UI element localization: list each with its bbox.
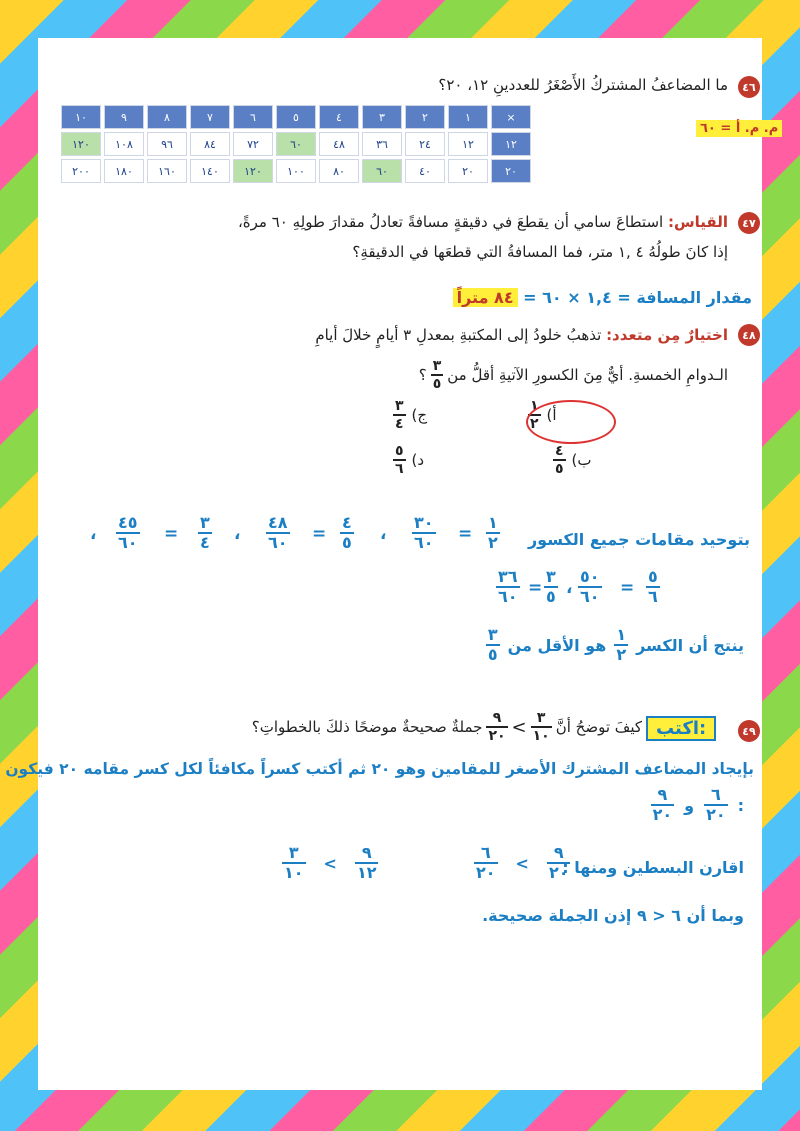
table-cell: ٨٠	[319, 159, 359, 183]
worksheet-page: ٤٦ ما المضاعفُ المشتركُ الأَصْغَرُ للعددينِ ١٢، ٢٠؟ × ١ ٢ ٣ ٤ ٥ ٦ ٧ ٨ ٩ ١٠ ١٢ ١٢ ٢٤ ٣٦ ٤٨ ٦٠ ٧٢ ٨٤ ٩٦ ١٠٨ ١٢٠ ٢٠ ٢٠ ٤٠ ٦٠ ٨٠ ١٠٠ ١٢٠ ١٤٠ ١٦٠ ١٨٠ ٢٠٠ م. م. أ = ٦٠ ٤٧ القياس: استطاعَ سامي أن يقطعَ في دقيقةٍ مسافةً تعادلُ مقدارَ طولِهِ ٦٠ مرةً، إذا كانَ طولُهُ ٤ ,١ متر، فما المسافةُ التي قطعَها في الدقيقةِ؟ مقدار المسافة = ١,٤ × ٦٠ = ٨٤ متراً ٤٨ اختيارٌ مِن متعدد: تذهبُ خلودُ إلى المكتبةِ بمعدلِ ٣ أيامٍ خلالَ أيامِ الـدوامِ الخمسةِ. أيٌّ مِنَ الكسورِ الآتيةِ أقلُّ من $\frac{٣}{٥}$ ؟ أ) $\frac{١}{٢}$ ج) $\frac{٣}{٤}$ ب) $\frac{٤}{٥}$ د) $\frac{٥}{٦}$ بتوحيد مقامات جميع الكسور ١ ٢ = ٣٠ ٦٠ ، ٤ ٥ = ٤٨ ٦٠ ، ٣ ٤ = ٤٥ ٦٠ ، ٥ ٦ = ٥٠ ٦٠ ، ٣ ٥ = ٣٦ ٦٠ ينتج أن الكسر $\frac{١}{٢}$ هو الأقل من $\frac{٣}{٥}$ ٤٩ اكتب: كيفَ توضحُ أنَّ $\frac{٣}{١٠}$ > $\frac{٩}{٢٠}$ جملةٌ صحيحةٌ موضحًا ذلكَ بالخطواتِ؟ بإيجاد المضاعف المشترك الأصغر للمقامين وهو ٢٠ ثم أكتب كسراً مكافئاً لكل كسر مقامه ٢٠ فيكون : $\frac{٦}{٢٠}$ و $\frac{٩}{٢٠}$ اقارن البسطين ومنها : $\frac{٩}{٢٠}$ > $\frac{٦}{٢٠}$ $\frac{٩}{١٢}$ > $\frac{٣}{١٠}$ وبما أن ٦ < ٩ إذن الجملة صحيحة.	[38, 38, 762, 1090]
conclusion-part1: ينتج أن الكسر	[636, 635, 744, 655]
table-cell: ٣	[362, 105, 402, 129]
fraction-6: ٤٥ ٦٠	[118, 513, 138, 553]
fraction-7: ٥ ٦	[648, 567, 658, 607]
table-cell: ٢	[405, 105, 445, 129]
table-cell: ٧٢	[233, 132, 273, 156]
table-cell: ١٢	[491, 132, 531, 156]
step2-fraction-2: $\frac{٩}{٢٠}$	[652, 785, 673, 825]
question-46-text: ما المضاعفُ المشتركُ الأَصْغَرُ للعددينِ ١٢، ٢٠؟	[438, 76, 728, 94]
table-cell: ٩	[104, 105, 144, 129]
conclusion-part2: هو الأقل من	[507, 635, 607, 655]
fraction-3: ٤ ٥	[342, 513, 352, 553]
table-cell: ١٢٠	[233, 159, 273, 183]
multiplication-table	[58, 102, 534, 186]
distance-equation: مقدار المسافة = ١,٤ × ٦٠ =	[523, 288, 752, 307]
table-cell: ٥	[276, 105, 316, 129]
fraction-1: ١ ٢	[488, 513, 498, 553]
table-cell: ١٦٠	[147, 159, 187, 183]
table-cell: ٤٠	[405, 159, 445, 183]
question-48-line1: تذهبُ خلودُ إلى المكتبةِ بمعدلِ ٣ أيامٍ خلالَ أيامِ	[315, 326, 602, 344]
fraction-2: ٣٠ ٦٠	[414, 513, 434, 553]
answer-circle	[526, 400, 616, 444]
table-cell: ٦٠	[362, 159, 402, 183]
and-word: و	[684, 795, 695, 815]
option-b[interactable]: ب) $\frac{٤}{٥}$	[555, 443, 592, 478]
table-cell: ١٠	[61, 105, 101, 129]
table-cell: ٢٠	[448, 159, 488, 183]
compare-1: $\frac{٩}{٢٠}$ > $\frac{٦}{٢٠}$	[476, 843, 569, 883]
question-number-47: ٤٧	[738, 212, 760, 234]
table-cell: ١	[448, 105, 488, 129]
q49-fraction-1: $\frac{٣}{١٠}$	[532, 710, 550, 745]
question-47-tag: القياس:	[667, 213, 728, 231]
table-cell: ٢٠	[491, 159, 531, 183]
fraction-10: ٣٦ ٦٠	[498, 567, 518, 607]
lcm-answer: م. م. أ = ٦٠	[696, 120, 782, 137]
table-row	[61, 105, 531, 129]
question-number-49: ٤٩	[738, 720, 760, 742]
table-cell: ١٤٠	[190, 159, 230, 183]
table-cell: ١٨٠	[104, 159, 144, 183]
table-cell: ١٠٠	[276, 159, 316, 183]
table-cell: ٦	[233, 105, 273, 129]
table-row	[61, 159, 531, 183]
table-cell: ٤٨	[319, 132, 359, 156]
option-d[interactable]: د) $\frac{٥}{٦}$	[395, 443, 425, 478]
table-cell: ٤	[319, 105, 359, 129]
table-cell: ١٢٠	[61, 132, 101, 156]
equivalent-fractions-row1: ١ ٢ = ٣٠ ٦٠ ، ٤ ٥ = ٤٨ ٦٠ ، ٣ ٤ = ٤٥ ٦٠ ،	[90, 513, 498, 553]
table-cell: ٢٤	[405, 132, 445, 156]
table-cell: ×	[491, 105, 531, 129]
table-cell: ٣٦	[362, 132, 402, 156]
reference-fraction: $\frac{٣}{٥}$	[432, 358, 442, 393]
compare-2: $\frac{٩}{١٢}$ > $\frac{٣}{١٠}$	[284, 843, 377, 883]
fraction-5: ٣ ٤	[200, 513, 210, 553]
table-cell: ١٠٨	[104, 132, 144, 156]
fraction-8: ٥٠ ٦٠	[580, 567, 600, 607]
fraction-4: ٤٨ ٦٠	[268, 513, 288, 553]
question-49-text-b: جملةٌ صحيحةٌ موضحًا ذلكَ بالخطواتِ؟	[251, 718, 483, 737]
question-number-46: ٤٦	[738, 76, 760, 98]
question-number-48: ٤٨	[738, 324, 760, 346]
q49-fraction-2: $\frac{٩}{٢٠}$	[488, 710, 506, 745]
equivalent-fractions-row2: ٥ ٦ = ٥٠ ٦٠ ، ٣ ٥ = ٣٦ ٦٠	[498, 567, 658, 607]
fraction-9: ٣ ٥	[546, 567, 556, 607]
compare-label: اقارن البسطين ومنها :	[562, 858, 744, 877]
final-conclusion: وبما أن ٦ < ٩ إذن الجملة صحيحة.	[482, 906, 744, 925]
table-cell: ١٢	[448, 132, 488, 156]
question-49-text-a: كيفَ توضحُ أنَّ	[555, 718, 642, 737]
solution-step1: بإيجاد المضاعف المشترك الأصغر للمقامين وهو ٢٠ ثم أكتب كسراً مكافئاً لكل كسر مقامه ٢٠ فيكون	[5, 760, 754, 778]
step2-fraction-1: $\frac{٦}{٢٠}$	[706, 785, 726, 825]
option-a[interactable]: أ) $\frac{١}{٢}$	[530, 398, 557, 433]
write-badge: اكتب:	[646, 716, 716, 741]
question-48-line2: الـدوامِ الخمسةِ. أيٌّ مِنَ الكسورِ الآتيةِ أقلُّ من	[447, 366, 728, 385]
question-47-line2: إذا كانَ طولُهُ ٤ ,١ متر، فما المسافةُ التي قطعَها في الدقيقةِ؟	[352, 243, 728, 261]
conclusion-fraction-1: $\frac{١}{٢}$	[616, 625, 627, 665]
question-47-line1: استطاعَ سامي أن يقطعَ في دقيقةٍ مسافةً تعادلُ مقدارَ طولِهِ ٦٠ مرةً،	[237, 213, 664, 231]
table-cell: ٩٦	[147, 132, 187, 156]
table-cell: ٧	[190, 105, 230, 129]
question-48-tag: اختيارٌ مِن متعدد:	[606, 326, 728, 344]
table-row	[61, 132, 531, 156]
table-cell: ٦٠	[276, 132, 316, 156]
solution-label: بتوحيد مقامات جميع الكسور	[527, 530, 750, 549]
distance-answer: ٨٤ متراً	[453, 288, 518, 307]
conclusion-fraction-2: $\frac{٣}{٥}$	[487, 625, 498, 665]
option-c[interactable]: ج) $\frac{٣}{٤}$	[395, 398, 428, 433]
table-cell: ٢٠٠	[61, 159, 101, 183]
table-cell: ٨	[147, 105, 187, 129]
table-cell: ٨٤	[190, 132, 230, 156]
